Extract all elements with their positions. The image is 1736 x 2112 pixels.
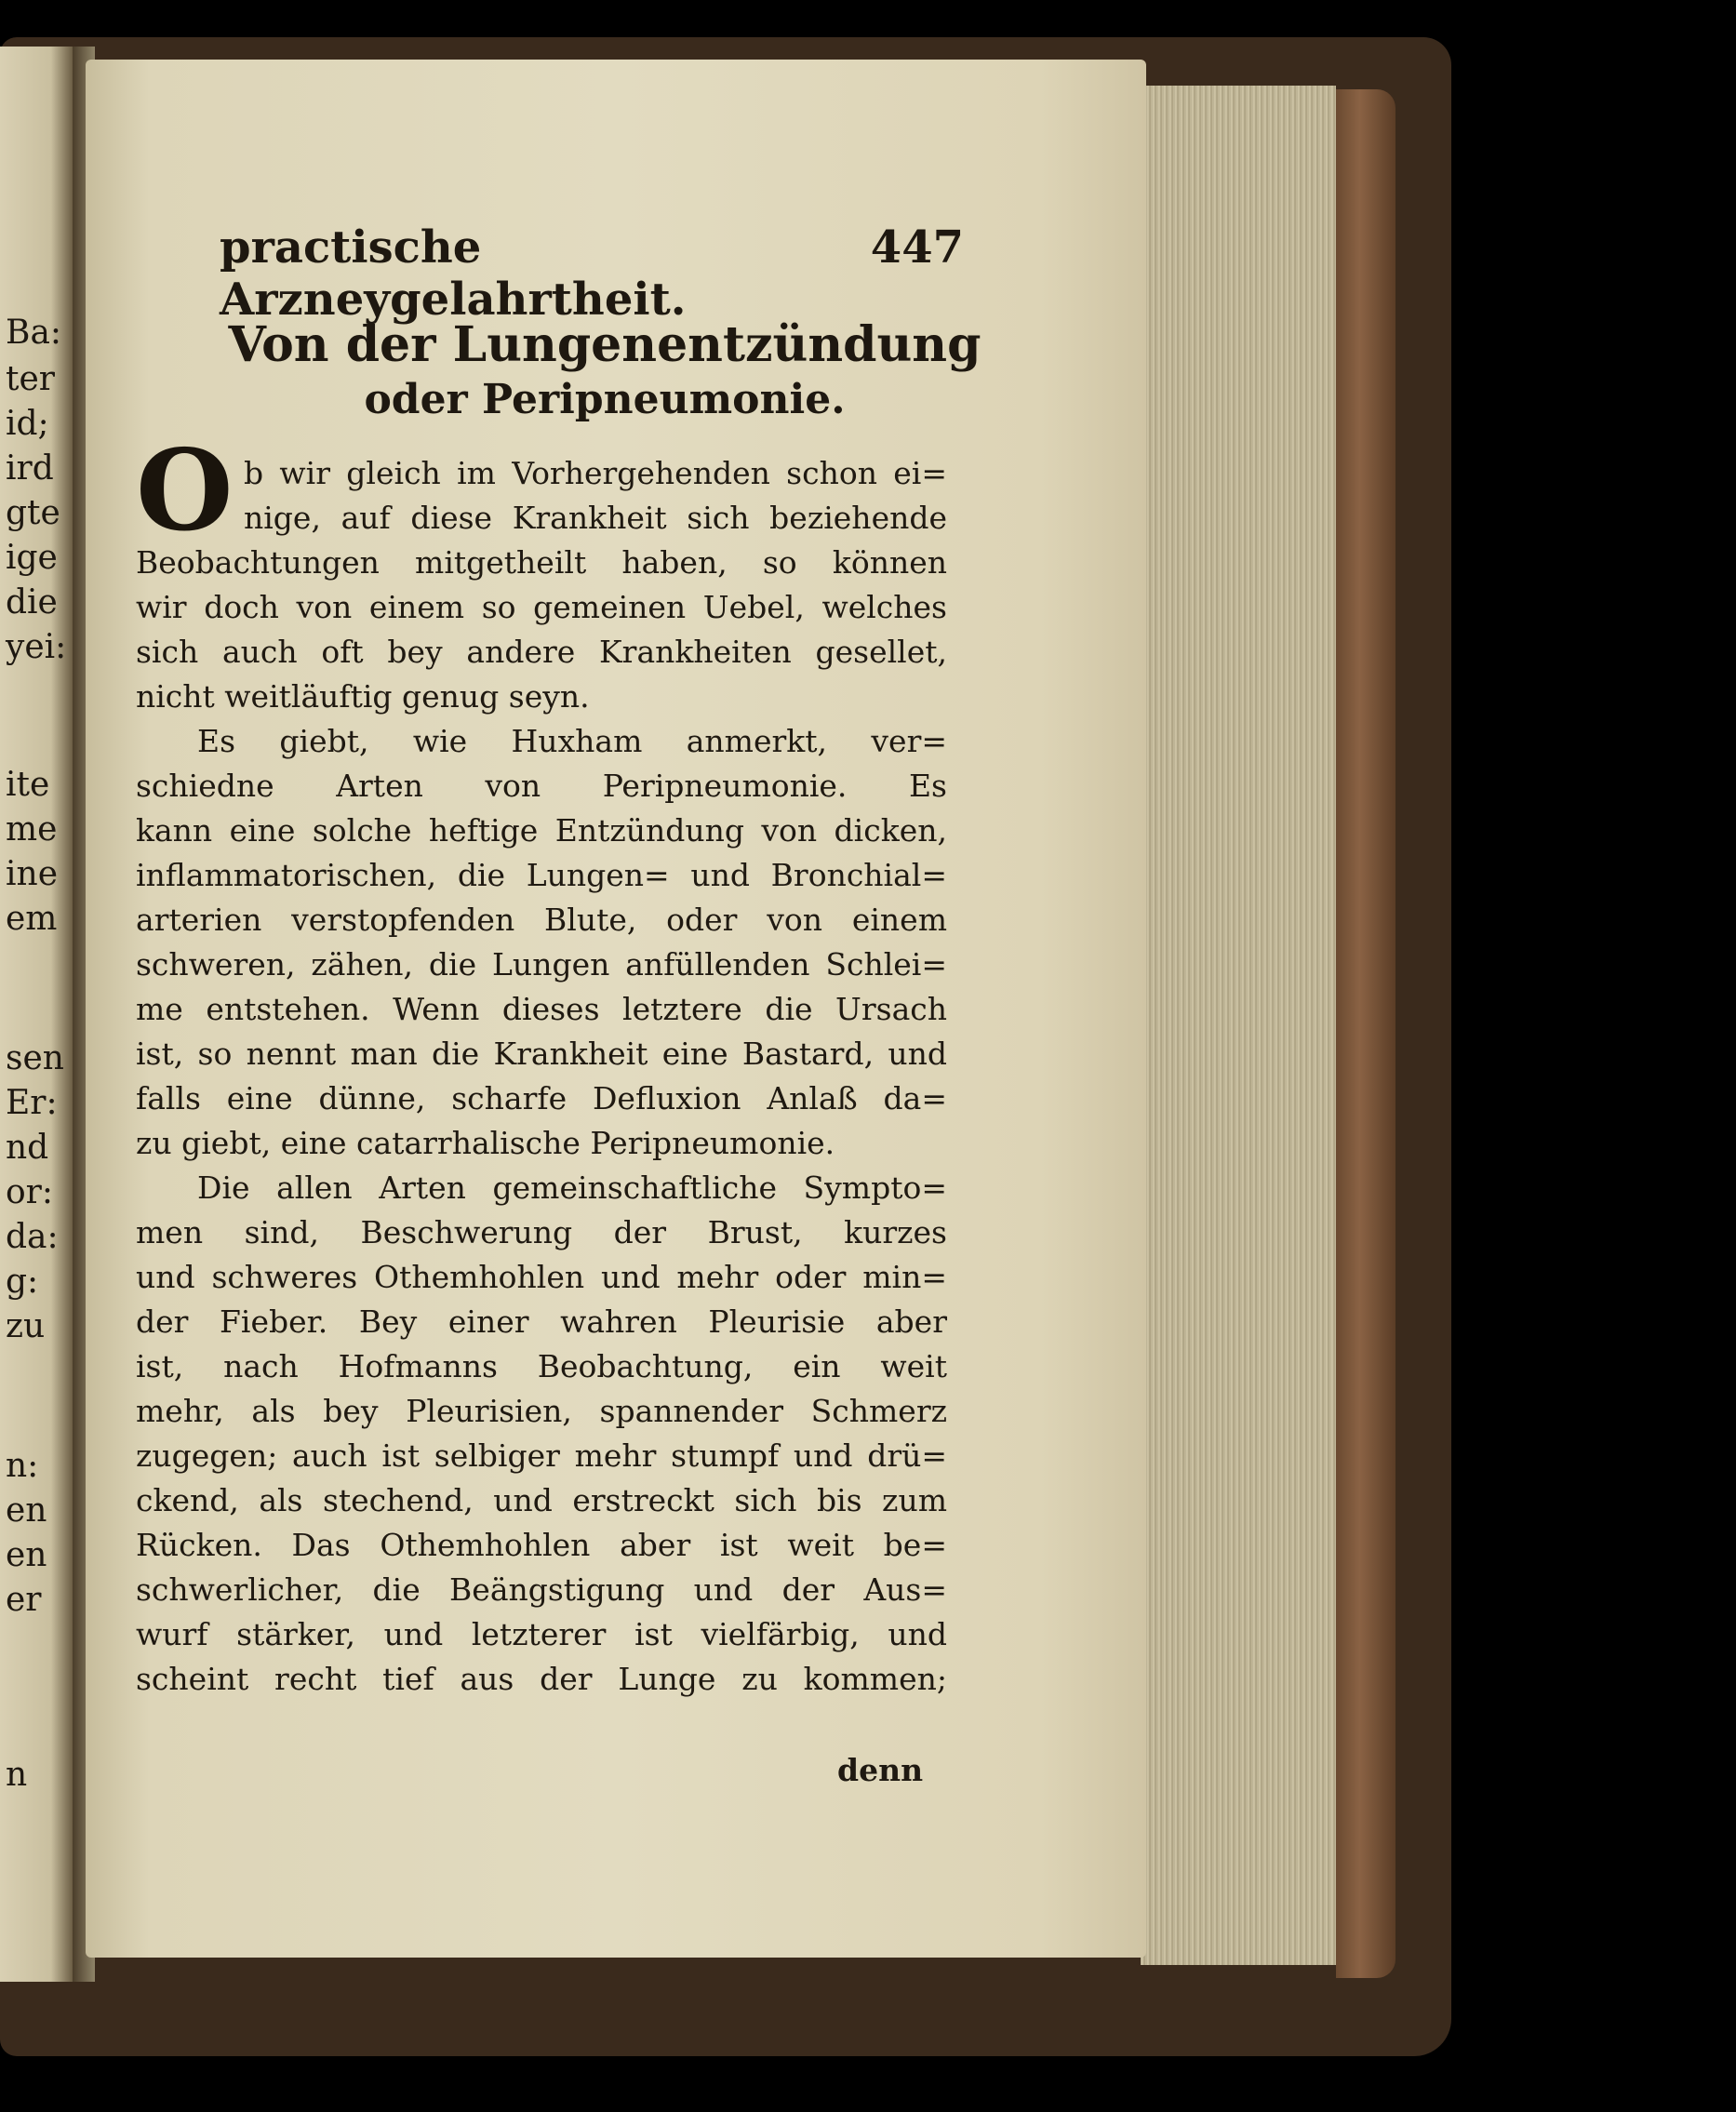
left-page-fragment: Er: bbox=[6, 1084, 58, 1122]
text-line: schwerlicher, die Beängstigung und der Aus= bbox=[136, 1571, 947, 1608]
text-line: mehr, als bey Pleurisien, spannender Schmerz bbox=[136, 1393, 947, 1429]
left-page-fragment: em bbox=[6, 900, 58, 938]
text-line: Rücken. Das Othemhohlen aber ist weit be= bbox=[136, 1527, 947, 1563]
left-page-fragment: ige bbox=[6, 539, 58, 577]
left-page-fragment: ine bbox=[6, 855, 59, 893]
page-block-edge bbox=[1141, 86, 1336, 1965]
text-line: schweren, zähen, die Lungen anfüllenden Schlei= bbox=[136, 946, 947, 982]
left-page-fragment: me bbox=[6, 810, 58, 849]
left-page-fragment: die bbox=[6, 583, 58, 622]
left-page-fragment: en bbox=[6, 1491, 47, 1530]
text-line: ist, so nennt man die Krankheit eine Bastard, und bbox=[136, 1036, 947, 1072]
left-page-fragment: g: bbox=[6, 1263, 39, 1301]
text-line: ckend, als stechend, und erstreckt sich bis zum bbox=[136, 1482, 947, 1518]
left-page-fragment: yei: bbox=[6, 628, 67, 666]
left-page-fragment: n: bbox=[6, 1447, 39, 1485]
left-page-fragment: ird bbox=[6, 449, 54, 488]
left-page-fragment: zu bbox=[6, 1307, 46, 1345]
text-line: arterien verstopfenden Blute, oder von einem bbox=[136, 902, 947, 938]
text-line: schiedne Arten von Peripneumonie. Es bbox=[136, 768, 947, 804]
text-line: Beobachtungen mitgetheilt haben, so können bbox=[136, 544, 947, 581]
left-page-fragment: sen bbox=[6, 1039, 64, 1077]
left-page-fragment: er bbox=[6, 1581, 42, 1619]
left-page-fragment: Ba: bbox=[6, 314, 62, 352]
text-line: zu giebt, eine catarrhalische Peripneumonie. bbox=[136, 1125, 835, 1161]
left-page-edge bbox=[0, 47, 73, 1982]
page-number: 447 bbox=[870, 221, 964, 274]
left-page-fragment: gte bbox=[6, 494, 60, 532]
text-line: wurf stärker, und letzterer ist vielfärbig, und bbox=[136, 1616, 947, 1652]
text-line: und schweres Othemhohlen und mehr oder min= bbox=[136, 1259, 947, 1295]
text-line: me entstehen. Wenn dieses letztere die Ursach bbox=[136, 991, 947, 1027]
text-line: inflammatorischen, die Lungen= und Bronchial= bbox=[136, 857, 947, 893]
text-line: nicht weitläuftig genug seyn. bbox=[136, 678, 590, 715]
left-page-fragment: en bbox=[6, 1536, 47, 1574]
text-line: sich auch oft bey andere Krankheiten gesellet, bbox=[136, 634, 947, 670]
left-page-fragment: id; bbox=[6, 405, 49, 443]
text-line: nige, auf diese Krankheit sich beziehende bbox=[244, 500, 947, 536]
text-line: b wir gleich im Vorhergehenden schon ei= bbox=[244, 455, 947, 491]
text-line: men sind, Beschwerung der Brust, kurzes bbox=[136, 1214, 947, 1250]
text-line: zugegen; auch ist selbiger mehr stumpf und drü= bbox=[136, 1437, 947, 1474]
running-header bbox=[220, 221, 964, 326]
left-page-fragment: nd bbox=[6, 1129, 49, 1167]
cover-edge bbox=[1336, 89, 1395, 1978]
left-page-fragment: da: bbox=[6, 1218, 59, 1256]
left-page-fragment: n bbox=[6, 1756, 28, 1794]
text-line: Es giebt, wie Huxham anmerkt, ver= bbox=[197, 723, 947, 759]
text-line: ist, nach Hofmanns Beobachtung, ein weit bbox=[136, 1348, 947, 1384]
left-page-fragment: ite bbox=[6, 766, 50, 804]
section-heading: Von der Lungenentzündung bbox=[228, 316, 982, 373]
text-line: falls eine dünne, scharfe Defluxion Anlaß da= bbox=[136, 1080, 947, 1116]
text-line: Die allen Arten gemeinschaftliche Sympto= bbox=[197, 1170, 947, 1206]
text-line: kann eine solche heftige Entzündung von dicken, bbox=[136, 812, 947, 849]
catchword: denn bbox=[837, 1752, 924, 1788]
left-page-fragment: ter bbox=[6, 360, 55, 398]
section-subheading: oder Peripneumonie. bbox=[364, 376, 846, 423]
text-line: wir doch von einem so gemeinen Uebel, welches bbox=[136, 589, 947, 625]
text-line: scheint recht tief aus der Lunge zu kommen; bbox=[136, 1661, 947, 1697]
text-line: der Fieber. Bey einer wahren Pleurisie aber bbox=[136, 1303, 947, 1340]
drop-cap: O bbox=[136, 425, 234, 556]
running-title: practische Arzneygelahrtheit. bbox=[220, 221, 687, 326]
left-page-fragment: or: bbox=[6, 1173, 54, 1211]
